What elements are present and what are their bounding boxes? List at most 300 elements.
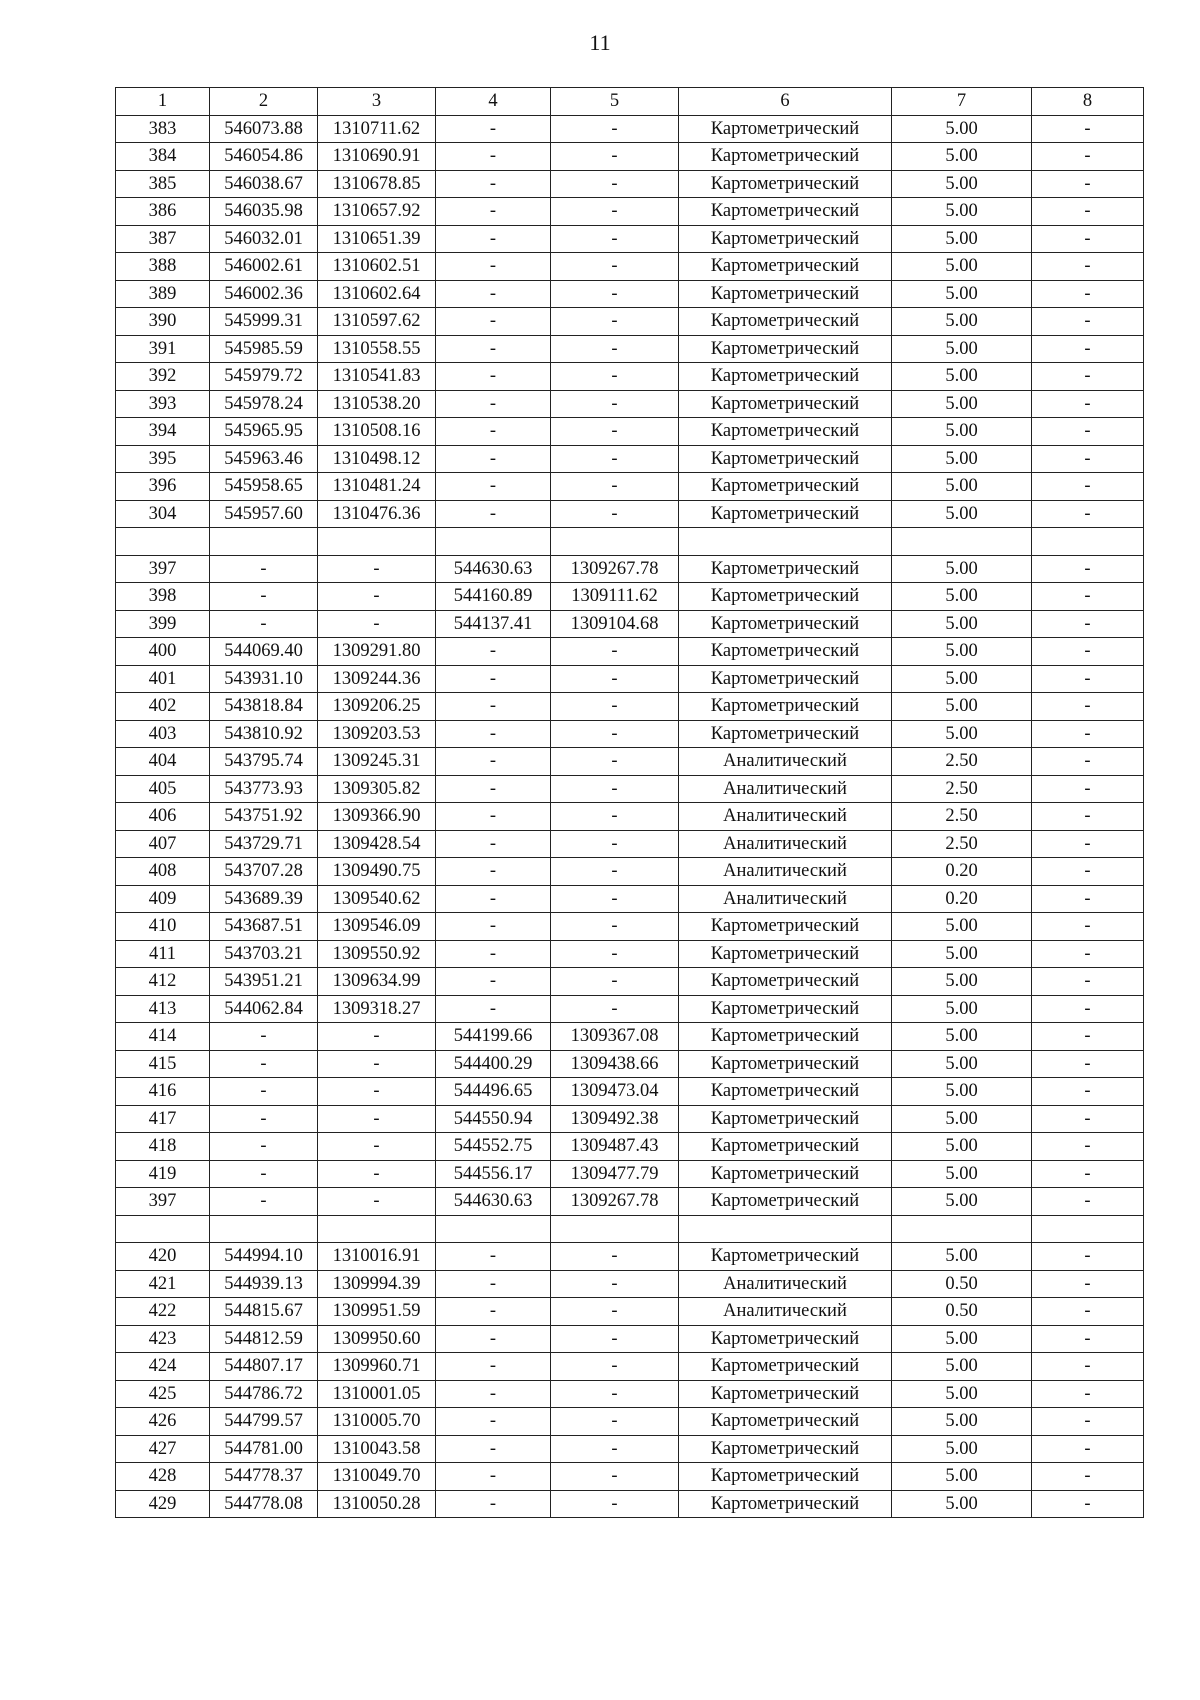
x-new-coordinate-cell: - — [436, 115, 551, 143]
description-cell: - — [1032, 1353, 1144, 1381]
point-number-cell: 423 — [116, 1325, 210, 1353]
accuracy-cell: 5.00 — [892, 1353, 1032, 1381]
table-row — [116, 1463, 1144, 1491]
table-row — [116, 335, 1144, 363]
y-coordinate-cell: 1309550.92 — [318, 940, 436, 968]
method-cell: Картометрический — [679, 280, 892, 308]
method-cell: Картометрический — [679, 1133, 892, 1161]
table-header-row — [116, 88, 1144, 116]
method-cell: Картометрический — [679, 335, 892, 363]
point-number-cell: 403 — [116, 720, 210, 748]
x-new-coordinate-cell: 544550.94 — [436, 1105, 551, 1133]
accuracy-cell: 5.00 — [892, 638, 1032, 666]
x-new-coordinate-cell: - — [436, 363, 551, 391]
method-cell: Картометрический — [679, 170, 892, 198]
description-cell: - — [1032, 280, 1144, 308]
y-new-coordinate-cell: - — [551, 390, 679, 418]
x-new-coordinate-cell: 544552.75 — [436, 1133, 551, 1161]
accuracy-cell: 2.50 — [892, 830, 1032, 858]
method-cell: Картометрический — [679, 390, 892, 418]
accuracy-cell: 5.00 — [892, 1463, 1032, 1491]
y-coordinate-cell: 1310657.92 — [318, 198, 436, 226]
table-row — [116, 665, 1144, 693]
y-new-coordinate-cell: - — [551, 500, 679, 528]
y-coordinate-cell: 1310498.12 — [318, 445, 436, 473]
accuracy-cell: 5.00 — [892, 968, 1032, 996]
table-row — [116, 720, 1144, 748]
point-number-cell: 416 — [116, 1078, 210, 1106]
point-number-cell: 398 — [116, 583, 210, 611]
table-row — [116, 610, 1144, 638]
method-cell: Картометрический — [679, 198, 892, 226]
x-coordinate-cell: 544778.08 — [210, 1490, 318, 1518]
y-coordinate-cell: 1309994.39 — [318, 1270, 436, 1298]
x-coordinate-cell: 544786.72 — [210, 1380, 318, 1408]
y-coordinate-cell: 1309291.80 — [318, 638, 436, 666]
accuracy-cell: 5.00 — [892, 1050, 1032, 1078]
description-cell: - — [1032, 1133, 1144, 1161]
table-row — [116, 445, 1144, 473]
description-cell: - — [1032, 390, 1144, 418]
y-coordinate-cell: 1310001.05 — [318, 1380, 436, 1408]
table-row — [116, 363, 1144, 391]
y-coordinate-cell: 1309366.90 — [318, 803, 436, 831]
y-coordinate-cell: 1310602.51 — [318, 253, 436, 281]
method-cell: Картометрический — [679, 1023, 892, 1051]
x-coordinate-cell: - — [210, 1023, 318, 1051]
description-cell: - — [1032, 1105, 1144, 1133]
description-cell — [1032, 528, 1144, 556]
y-new-coordinate-cell: - — [551, 693, 679, 721]
x-coordinate-cell: 544815.67 — [210, 1298, 318, 1326]
y-new-coordinate-cell: - — [551, 363, 679, 391]
table-row — [116, 830, 1144, 858]
method-cell: Картометрический — [679, 1325, 892, 1353]
point-number-cell: 397 — [116, 1188, 210, 1216]
x-new-coordinate-cell: - — [436, 473, 551, 501]
table-row — [116, 940, 1144, 968]
description-cell: - — [1032, 1050, 1144, 1078]
y-coordinate-cell: 1310678.85 — [318, 170, 436, 198]
description-cell: - — [1032, 1078, 1144, 1106]
x-coordinate-cell: 545965.95 — [210, 418, 318, 446]
description-cell: - — [1032, 225, 1144, 253]
point-number-cell: 412 — [116, 968, 210, 996]
method-cell: Картометрический — [679, 1490, 892, 1518]
description-cell: - — [1032, 1463, 1144, 1491]
x-new-coordinate-cell: - — [436, 418, 551, 446]
accuracy-cell: 5.00 — [892, 1490, 1032, 1518]
method-cell: Аналитический — [679, 1270, 892, 1298]
description-cell: - — [1032, 1325, 1144, 1353]
table-row — [116, 555, 1144, 583]
method-cell: Картометрический — [679, 225, 892, 253]
accuracy-cell — [892, 528, 1032, 556]
accuracy-cell: 5.00 — [892, 115, 1032, 143]
x-coordinate-cell: 546073.88 — [210, 115, 318, 143]
y-new-coordinate-cell: - — [551, 418, 679, 446]
accuracy-cell: 5.00 — [892, 363, 1032, 391]
column-header: 1 — [116, 88, 210, 116]
x-coordinate-cell: - — [210, 1133, 318, 1161]
point-number-cell: 417 — [116, 1105, 210, 1133]
description-cell: - — [1032, 143, 1144, 171]
description-cell: - — [1032, 473, 1144, 501]
point-number-cell — [116, 1215, 210, 1243]
y-coordinate-cell: - — [318, 1188, 436, 1216]
accuracy-cell: 5.00 — [892, 1188, 1032, 1216]
description-cell: - — [1032, 1380, 1144, 1408]
x-coordinate-cell: 543931.10 — [210, 665, 318, 693]
y-coordinate-cell: 1309203.53 — [318, 720, 436, 748]
accuracy-cell: 5.00 — [892, 693, 1032, 721]
x-new-coordinate-cell: - — [436, 968, 551, 996]
table-row — [116, 1243, 1144, 1271]
y-new-coordinate-cell: 1309438.66 — [551, 1050, 679, 1078]
method-cell: Картометрический — [679, 418, 892, 446]
method-cell: Аналитический — [679, 885, 892, 913]
accuracy-cell: 5.00 — [892, 253, 1032, 281]
y-coordinate-cell — [318, 1215, 436, 1243]
accuracy-cell: 5.00 — [892, 473, 1032, 501]
y-coordinate-cell: 1309428.54 — [318, 830, 436, 858]
x-new-coordinate-cell: - — [436, 280, 551, 308]
method-cell: Картометрический — [679, 665, 892, 693]
y-coordinate-cell: 1309206.25 — [318, 693, 436, 721]
table-row — [116, 913, 1144, 941]
accuracy-cell: 5.00 — [892, 1023, 1032, 1051]
accuracy-cell: 5.00 — [892, 308, 1032, 336]
point-number-cell: 408 — [116, 858, 210, 886]
y-new-coordinate-cell: - — [551, 115, 679, 143]
x-coordinate-cell: 543707.28 — [210, 858, 318, 886]
accuracy-cell: 5.00 — [892, 1133, 1032, 1161]
y-coordinate-cell: 1310597.62 — [318, 308, 436, 336]
method-cell: Картометрический — [679, 913, 892, 941]
column-header: 4 — [436, 88, 551, 116]
method-cell: Картометрический — [679, 1408, 892, 1436]
y-new-coordinate-cell: - — [551, 638, 679, 666]
table-row — [116, 1380, 1144, 1408]
y-new-coordinate-cell: - — [551, 1243, 679, 1271]
description-cell: - — [1032, 1023, 1144, 1051]
table-row — [116, 1353, 1144, 1381]
table-row — [116, 115, 1144, 143]
column-header: 2 — [210, 88, 318, 116]
method-cell: Картометрический — [679, 1463, 892, 1491]
table-row — [116, 1435, 1144, 1463]
accuracy-cell: 5.00 — [892, 610, 1032, 638]
y-coordinate-cell: 1309490.75 — [318, 858, 436, 886]
description-cell: - — [1032, 610, 1144, 638]
y-coordinate-cell: 1310043.58 — [318, 1435, 436, 1463]
method-cell — [679, 528, 892, 556]
description-cell: - — [1032, 115, 1144, 143]
table-row — [116, 638, 1144, 666]
method-cell: Картометрический — [679, 143, 892, 171]
y-new-coordinate-cell: - — [551, 1463, 679, 1491]
x-coordinate-cell: 544807.17 — [210, 1353, 318, 1381]
column-header: 6 — [679, 88, 892, 116]
description-cell: - — [1032, 418, 1144, 446]
point-number-cell: 394 — [116, 418, 210, 446]
x-coordinate-cell: 544781.00 — [210, 1435, 318, 1463]
point-number-cell: 424 — [116, 1353, 210, 1381]
accuracy-cell: 0.50 — [892, 1298, 1032, 1326]
x-coordinate-cell: 546054.86 — [210, 143, 318, 171]
table-row — [116, 143, 1144, 171]
point-number-cell: 425 — [116, 1380, 210, 1408]
accuracy-cell: 5.00 — [892, 1380, 1032, 1408]
accuracy-cell: 5.00 — [892, 1243, 1032, 1271]
table-row — [116, 390, 1144, 418]
y-coordinate-cell: 1309305.82 — [318, 775, 436, 803]
table-row — [116, 418, 1144, 446]
point-number-cell: 421 — [116, 1270, 210, 1298]
point-number-cell: 418 — [116, 1133, 210, 1161]
y-new-coordinate-cell: - — [551, 445, 679, 473]
x-new-coordinate-cell — [436, 528, 551, 556]
description-cell: - — [1032, 1270, 1144, 1298]
accuracy-cell: 5.00 — [892, 445, 1032, 473]
x-coordinate-cell: 543818.84 — [210, 693, 318, 721]
description-cell: - — [1032, 995, 1144, 1023]
point-number-cell: 383 — [116, 115, 210, 143]
accuracy-cell: 5.00 — [892, 1160, 1032, 1188]
method-cell: Аналитический — [679, 1298, 892, 1326]
y-coordinate-cell: 1309950.60 — [318, 1325, 436, 1353]
method-cell: Картометрический — [679, 555, 892, 583]
method-cell: Картометрический — [679, 610, 892, 638]
description-cell: - — [1032, 803, 1144, 831]
accuracy-cell: 5.00 — [892, 583, 1032, 611]
x-coordinate-cell: 543810.92 — [210, 720, 318, 748]
accuracy-cell: 5.00 — [892, 390, 1032, 418]
y-coordinate-cell: - — [318, 1023, 436, 1051]
accuracy-cell: 5.00 — [892, 665, 1032, 693]
table-row — [116, 803, 1144, 831]
table-row — [116, 583, 1144, 611]
table-row — [116, 968, 1144, 996]
x-coordinate-cell: 545978.24 — [210, 390, 318, 418]
x-coordinate-cell — [210, 1215, 318, 1243]
point-number-cell: 413 — [116, 995, 210, 1023]
x-new-coordinate-cell: 544400.29 — [436, 1050, 551, 1078]
description-cell: - — [1032, 665, 1144, 693]
method-cell: Картометрический — [679, 693, 892, 721]
accuracy-cell: 5.00 — [892, 1078, 1032, 1106]
point-number-cell: 420 — [116, 1243, 210, 1271]
y-new-coordinate-cell: - — [551, 253, 679, 281]
point-number-cell: 428 — [116, 1463, 210, 1491]
x-coordinate-cell: - — [210, 555, 318, 583]
x-new-coordinate-cell: - — [436, 225, 551, 253]
table-row — [116, 1490, 1144, 1518]
x-coordinate-cell: - — [210, 1078, 318, 1106]
y-coordinate-cell: 1309546.09 — [318, 913, 436, 941]
accuracy-cell: 5.00 — [892, 500, 1032, 528]
description-cell: - — [1032, 253, 1144, 281]
x-new-coordinate-cell: 544137.41 — [436, 610, 551, 638]
x-new-coordinate-cell: - — [436, 775, 551, 803]
x-new-coordinate-cell: - — [436, 1353, 551, 1381]
x-coordinate-cell: - — [210, 1105, 318, 1133]
y-new-coordinate-cell: - — [551, 1435, 679, 1463]
point-number-cell: 399 — [116, 610, 210, 638]
point-number-cell: 402 — [116, 693, 210, 721]
point-number-cell: 395 — [116, 445, 210, 473]
y-coordinate-cell: 1310049.70 — [318, 1463, 436, 1491]
y-new-coordinate-cell: 1309111.62 — [551, 583, 679, 611]
table-row — [116, 1325, 1144, 1353]
x-coordinate-cell: 545958.65 — [210, 473, 318, 501]
table-row — [116, 198, 1144, 226]
x-coordinate-cell: 544062.84 — [210, 995, 318, 1023]
y-coordinate-cell: 1310538.20 — [318, 390, 436, 418]
x-coordinate-cell: 544069.40 — [210, 638, 318, 666]
point-number-cell: 393 — [116, 390, 210, 418]
point-number-cell: 426 — [116, 1408, 210, 1436]
table-row — [116, 280, 1144, 308]
y-coordinate-cell: 1310050.28 — [318, 1490, 436, 1518]
method-cell: Картометрический — [679, 583, 892, 611]
x-coordinate-cell: 546032.01 — [210, 225, 318, 253]
y-coordinate-cell: - — [318, 610, 436, 638]
table-row — [116, 225, 1144, 253]
accuracy-cell: 5.00 — [892, 720, 1032, 748]
x-new-coordinate-cell: - — [436, 1298, 551, 1326]
point-number-cell: 386 — [116, 198, 210, 226]
y-new-coordinate-cell: - — [551, 995, 679, 1023]
point-number-cell: 405 — [116, 775, 210, 803]
table-row — [116, 1215, 1144, 1243]
x-coordinate-cell: 544939.13 — [210, 1270, 318, 1298]
method-cell: Картометрический — [679, 995, 892, 1023]
point-number-cell: 400 — [116, 638, 210, 666]
description-cell: - — [1032, 1160, 1144, 1188]
y-coordinate-cell: - — [318, 1160, 436, 1188]
accuracy-cell: 5.00 — [892, 198, 1032, 226]
point-number-cell: 419 — [116, 1160, 210, 1188]
point-number-cell: 429 — [116, 1490, 210, 1518]
description-cell: - — [1032, 1490, 1144, 1518]
point-number-cell: 389 — [116, 280, 210, 308]
x-new-coordinate-cell: - — [436, 693, 551, 721]
table-row — [116, 885, 1144, 913]
x-coordinate-cell: - — [210, 1188, 318, 1216]
method-cell — [679, 1215, 892, 1243]
x-new-coordinate-cell: - — [436, 1270, 551, 1298]
method-cell: Картометрический — [679, 1078, 892, 1106]
description-cell: - — [1032, 363, 1144, 391]
accuracy-cell: 5.00 — [892, 225, 1032, 253]
accuracy-cell: 5.00 — [892, 1325, 1032, 1353]
y-coordinate-cell — [318, 528, 436, 556]
y-coordinate-cell: 1309318.27 — [318, 995, 436, 1023]
description-cell: - — [1032, 445, 1144, 473]
x-coordinate-cell: 544778.37 — [210, 1463, 318, 1491]
y-new-coordinate-cell: 1309367.08 — [551, 1023, 679, 1051]
accuracy-cell: 5.00 — [892, 995, 1032, 1023]
x-coordinate-cell: - — [210, 583, 318, 611]
x-coordinate-cell: 543689.39 — [210, 885, 318, 913]
description-cell: - — [1032, 1243, 1144, 1271]
method-cell: Картометрический — [679, 1435, 892, 1463]
table-row — [116, 1023, 1144, 1051]
description-cell: - — [1032, 308, 1144, 336]
description-cell: - — [1032, 555, 1144, 583]
method-cell: Аналитический — [679, 775, 892, 803]
accuracy-cell: 5.00 — [892, 555, 1032, 583]
accuracy-cell: 5.00 — [892, 1105, 1032, 1133]
table-row — [116, 1105, 1144, 1133]
x-new-coordinate-cell: - — [436, 665, 551, 693]
y-new-coordinate-cell: 1309267.78 — [551, 1188, 679, 1216]
method-cell: Картометрический — [679, 500, 892, 528]
x-new-coordinate-cell: - — [436, 995, 551, 1023]
x-coordinate-cell: 545999.31 — [210, 308, 318, 336]
description-cell: - — [1032, 583, 1144, 611]
x-coordinate-cell: 544799.57 — [210, 1408, 318, 1436]
table-body — [116, 115, 1144, 1518]
x-new-coordinate-cell: - — [436, 1408, 551, 1436]
x-new-coordinate-cell: - — [436, 940, 551, 968]
accuracy-cell: 0.20 — [892, 885, 1032, 913]
description-cell: - — [1032, 638, 1144, 666]
x-new-coordinate-cell: - — [436, 830, 551, 858]
y-coordinate-cell: 1309244.36 — [318, 665, 436, 693]
accuracy-cell: 5.00 — [892, 1435, 1032, 1463]
y-coordinate-cell: 1309540.62 — [318, 885, 436, 913]
table-row — [116, 775, 1144, 803]
point-number-cell: 387 — [116, 225, 210, 253]
y-new-coordinate-cell: - — [551, 830, 679, 858]
y-coordinate-cell: - — [318, 1133, 436, 1161]
point-number-cell: 396 — [116, 473, 210, 501]
x-new-coordinate-cell: 544630.63 — [436, 1188, 551, 1216]
accuracy-cell: 0.20 — [892, 858, 1032, 886]
y-coordinate-cell: 1310508.16 — [318, 418, 436, 446]
column-header: 5 — [551, 88, 679, 116]
accuracy-cell: 5.00 — [892, 170, 1032, 198]
x-new-coordinate-cell: - — [436, 858, 551, 886]
y-coordinate-cell: - — [318, 1078, 436, 1106]
y-coordinate-cell: 1310651.39 — [318, 225, 436, 253]
y-new-coordinate-cell: - — [551, 170, 679, 198]
x-coordinate-cell: - — [210, 1050, 318, 1078]
y-new-coordinate-cell: - — [551, 968, 679, 996]
point-number-cell: 390 — [116, 308, 210, 336]
x-coordinate-cell: 543773.93 — [210, 775, 318, 803]
y-new-coordinate-cell: - — [551, 198, 679, 226]
description-cell: - — [1032, 940, 1144, 968]
x-coordinate-cell: 543729.71 — [210, 830, 318, 858]
coordinates-table — [115, 87, 1144, 1518]
point-number-cell: 392 — [116, 363, 210, 391]
description-cell: - — [1032, 885, 1144, 913]
point-number-cell: 388 — [116, 253, 210, 281]
point-number-cell: 409 — [116, 885, 210, 913]
accuracy-cell: 2.50 — [892, 775, 1032, 803]
description-cell: - — [1032, 335, 1144, 363]
y-coordinate-cell: 1310016.91 — [318, 1243, 436, 1271]
x-new-coordinate-cell: - — [436, 253, 551, 281]
table-row — [116, 1050, 1144, 1078]
x-new-coordinate-cell: - — [436, 1463, 551, 1491]
table-row — [116, 693, 1144, 721]
table-row — [116, 858, 1144, 886]
y-new-coordinate-cell: 1309104.68 — [551, 610, 679, 638]
